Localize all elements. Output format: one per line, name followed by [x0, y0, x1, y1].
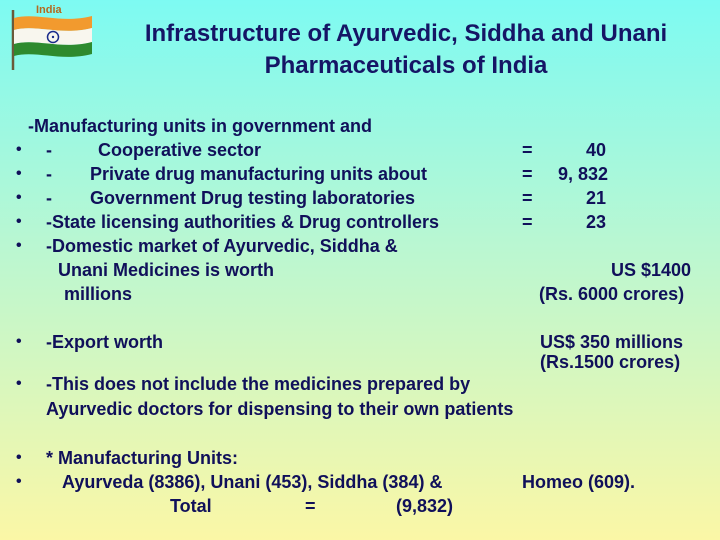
domestic-line-3: millions [64, 284, 133, 304]
row-2-text: Private drug manufacturing units about [90, 164, 428, 184]
row-1-value: 40 [586, 140, 607, 160]
bullet-marker: • [16, 189, 22, 206]
row-2-dash: - [46, 164, 52, 184]
logo-caption: India [36, 4, 62, 16]
bullet-marker: • [16, 165, 22, 182]
intro-line: -Manufacturing units in government and [28, 116, 373, 136]
bullet-marker: • [16, 473, 22, 490]
units-total-value: (9,832) [396, 496, 454, 516]
row-3-dash: - [46, 188, 52, 208]
bullet-marker: • [16, 213, 22, 230]
title-line-2: Pharmaceuticals of India [264, 52, 548, 79]
bullet-marker: • [16, 375, 22, 392]
bullet-marker: • [16, 237, 22, 254]
row-1-text: Cooperative sector [98, 140, 262, 160]
units-total-label: Total [170, 496, 212, 516]
row-2-value: 9, 832 [558, 164, 609, 184]
export-value-rs: (Rs.1500 crores) [540, 352, 681, 372]
units-homeo: Homeo (609). [522, 472, 636, 492]
domestic-line-2: Unani Medicines is worth [58, 260, 275, 280]
export-text: -Export worth [46, 332, 163, 352]
domestic-value-usd: US $1400 [611, 260, 692, 280]
row-4-value: 23 [586, 212, 607, 232]
india-flag-logo [6, 4, 94, 70]
units-breakdown: Ayurveda (8386), Unani (453), Siddha (384) & [62, 472, 443, 492]
row-1-dash: - [46, 140, 52, 160]
bullet-marker: • [16, 449, 22, 466]
domestic-line-1: -Domestic market of Ayurvedic, Siddha & [46, 236, 398, 256]
note-line-1: -This does not include the medicines prepared by [46, 374, 471, 394]
row-4-text: -State licensing authorities & Drug controllers [46, 212, 440, 232]
row-3-equals: = [522, 188, 533, 208]
row-2-equals: = [522, 164, 533, 184]
row-1-equals: = [522, 140, 533, 160]
domestic-value-rs: (Rs. 6000 crores) [539, 284, 685, 304]
bullet-marker: • [16, 333, 22, 350]
bullet-marker: • [16, 141, 22, 158]
units-total-equals: = [305, 496, 316, 516]
slide-title [96, 18, 716, 82]
row-4-equals: = [522, 212, 533, 232]
export-value-usd: US$ 350 millions [540, 332, 684, 352]
note-line-2: Ayurvedic doctors for dispensing to their own patients [46, 399, 514, 419]
row-3-text: Government Drug testing laboratories [90, 188, 416, 208]
row-3-value: 21 [586, 188, 607, 208]
units-heading: * Manufacturing Units: [46, 448, 238, 468]
title-line-1: Infrastructure of Ayurvedic, Siddha and Unani [144, 20, 668, 47]
